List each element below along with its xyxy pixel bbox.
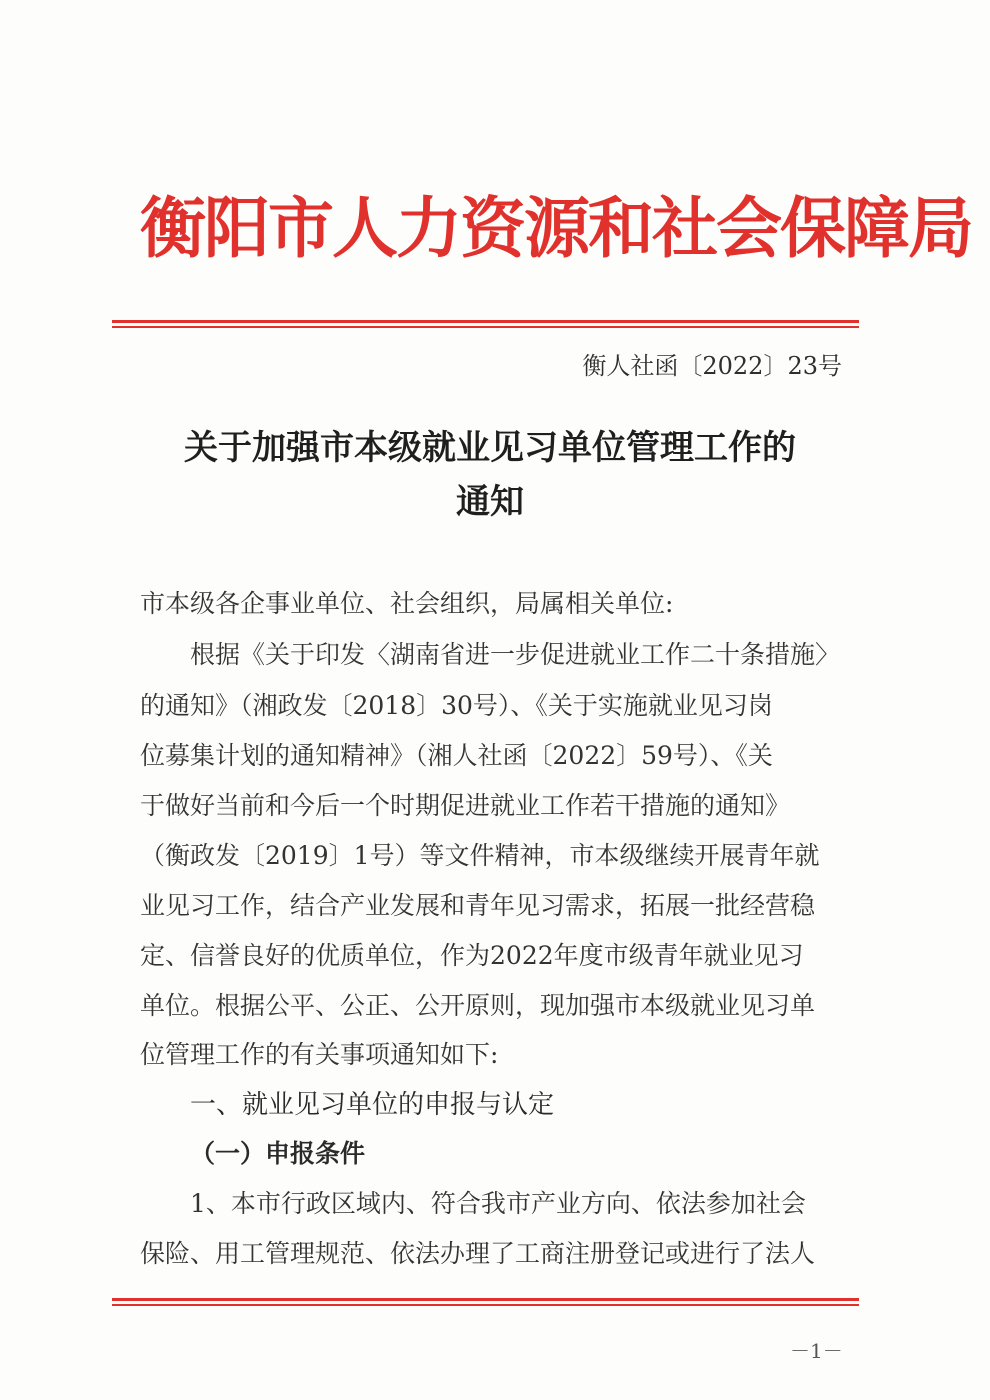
subsection-heading: （一）申报条件: [190, 1139, 366, 1168]
issuer-name: 衡阳市人力资源和社会保障局: [140, 189, 972, 267]
paragraph-line: 于做好当前和今后一个时期促进就业工作若干措施的通知》: [140, 791, 791, 820]
paragraph-line: 单位。根据公平、公正、公开原则，现加强市本级就业见习单: [140, 991, 816, 1020]
paragraph-line: 定、信誉良好的优质单位，作为2022年度市级青年就业见习: [140, 941, 804, 970]
section-heading: 一、就业见习单位的申报与认定: [190, 1090, 555, 1120]
document-title-line-1: 关于加强市本级就业见习单位管理工作的: [184, 428, 796, 468]
header-rule-thin: [112, 326, 859, 328]
footer-rule-thin: [112, 1304, 859, 1306]
paragraph-line: 位管理工作的有关事项通知如下:: [140, 1040, 499, 1069]
header-rule-thick: [112, 320, 859, 323]
addressee: 市本级各企事业单位、社会组织，局属相关单位:: [140, 589, 674, 618]
paragraph-line: 业见习工作，结合产业发展和青年见习需求，拓展一批经营稳: [140, 891, 816, 920]
item-line: 保险、用工管理规范、依法办理了工商注册登记或进行了法人: [140, 1239, 816, 1268]
page-number: －1－: [790, 1339, 843, 1363]
paragraph-line: 位募集计划的通知精神》（湘人社函〔2022〕59号）、《关: [140, 741, 773, 770]
document-number: 衡人社函〔2022〕23号: [582, 352, 842, 380]
footer-rule-thick: [112, 1298, 859, 1301]
item-line: 1、本市行政区域内、符合我市产业方向、依法参加社会: [190, 1189, 806, 1218]
paragraph-line: 的通知》（湘政发〔2018〕30号）、《关于实施就业见习岗: [140, 691, 773, 720]
paragraph-line: （衡政发〔2019〕1号）等文件精神，市本级继续开展青年就: [140, 841, 820, 870]
document-title-line-2: 通知: [456, 482, 524, 522]
paragraph-line: 根据《关于印发〈湖南省进一步促进就业工作二十条措施〉: [190, 640, 841, 669]
